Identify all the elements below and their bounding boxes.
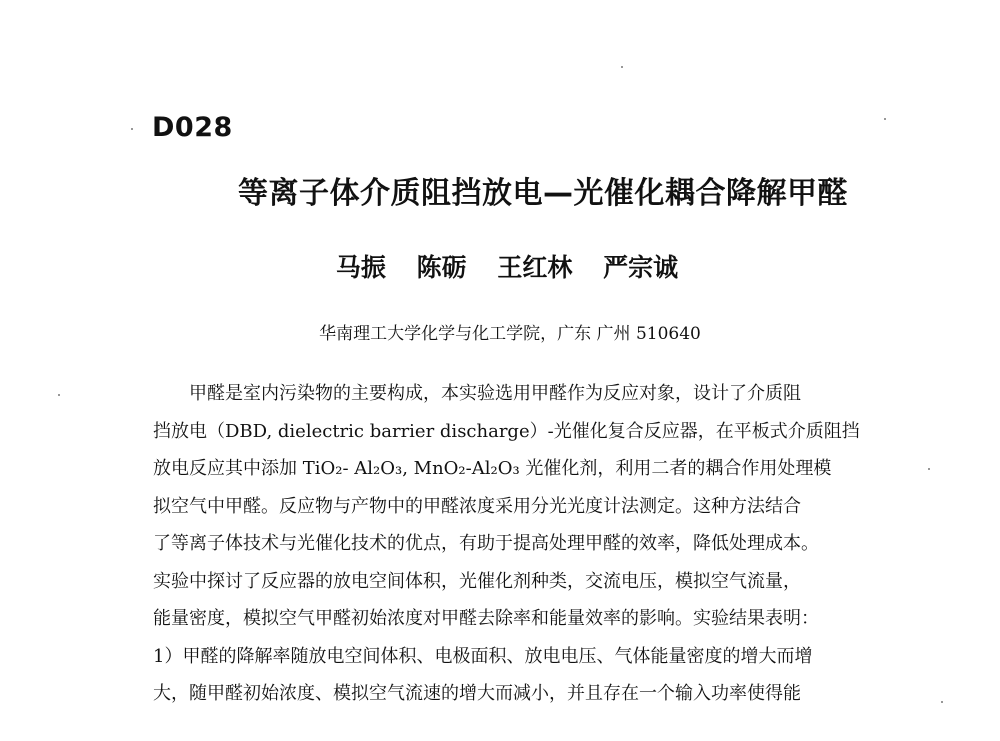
abstract-line: 1）甲醛的降解率随放电空间体积、电极面积、放电电压、气体能量密度的增大而增 — [153, 645, 813, 667]
abstract-line: 了等离子体技术与光催化技术的优点，有助于提高处理甲醛的效率，降低处理成本。 — [153, 533, 819, 554]
scan-speck — [941, 701, 943, 703]
abstract-line: 能量密度，模拟空气甲醛初始浓度对甲醛去除率和能量效率的影响。实验结果表明： — [153, 608, 819, 629]
scan-speck — [621, 66, 623, 68]
abstract-line: 挡放电（DBD, dielectric barrier discharge）-光催化复合反应器，在平板式介质阻挡 — [153, 420, 860, 442]
scan-speck — [928, 468, 930, 470]
author-name: 陈砺 — [416, 253, 467, 282]
author-list — [0, 248, 1000, 284]
author-name: 严宗诚 — [603, 253, 679, 282]
abstract-line: 甲醛是室内污染物的主要构成，本实验选用甲醛作为反应对象，设计了介质阻 — [153, 383, 801, 404]
scan-speck — [58, 394, 60, 396]
paper-code: D028 — [152, 112, 233, 143]
abstract-line: 放电反应其中添加 TiO₂- Al₂O₃, MnO₂-Al₂O₃ 光催化剂，利用二者的耦合作用处理模 — [153, 458, 832, 479]
author-name: 王红林 — [497, 253, 573, 282]
abstract-line: 大，随甲醛初始浓度、模拟空气流速的增大而减小，并且存在一个输入功率使得能 — [153, 683, 801, 704]
abstract-body — [153, 381, 873, 719]
abstract-line: 实验中探讨了反应器的放电空间体积，光催化剂种类，交流电压，模拟空气流量， — [153, 570, 801, 592]
scan-speck — [131, 128, 133, 130]
affiliation: 华南理工大学化学与化工学院，广东 广州 510640 — [319, 324, 701, 344]
abstract-line: 拟空气中甲醛。反应物与产物中的甲醛浓度采用分光光度计法测定。这种方法结合 — [153, 495, 801, 517]
author-name: 马振 — [335, 253, 386, 282]
paper-title: 等离子体介质阻挡放电—光催化耦合降解甲醛 — [238, 176, 848, 211]
scan-speck — [884, 118, 886, 120]
